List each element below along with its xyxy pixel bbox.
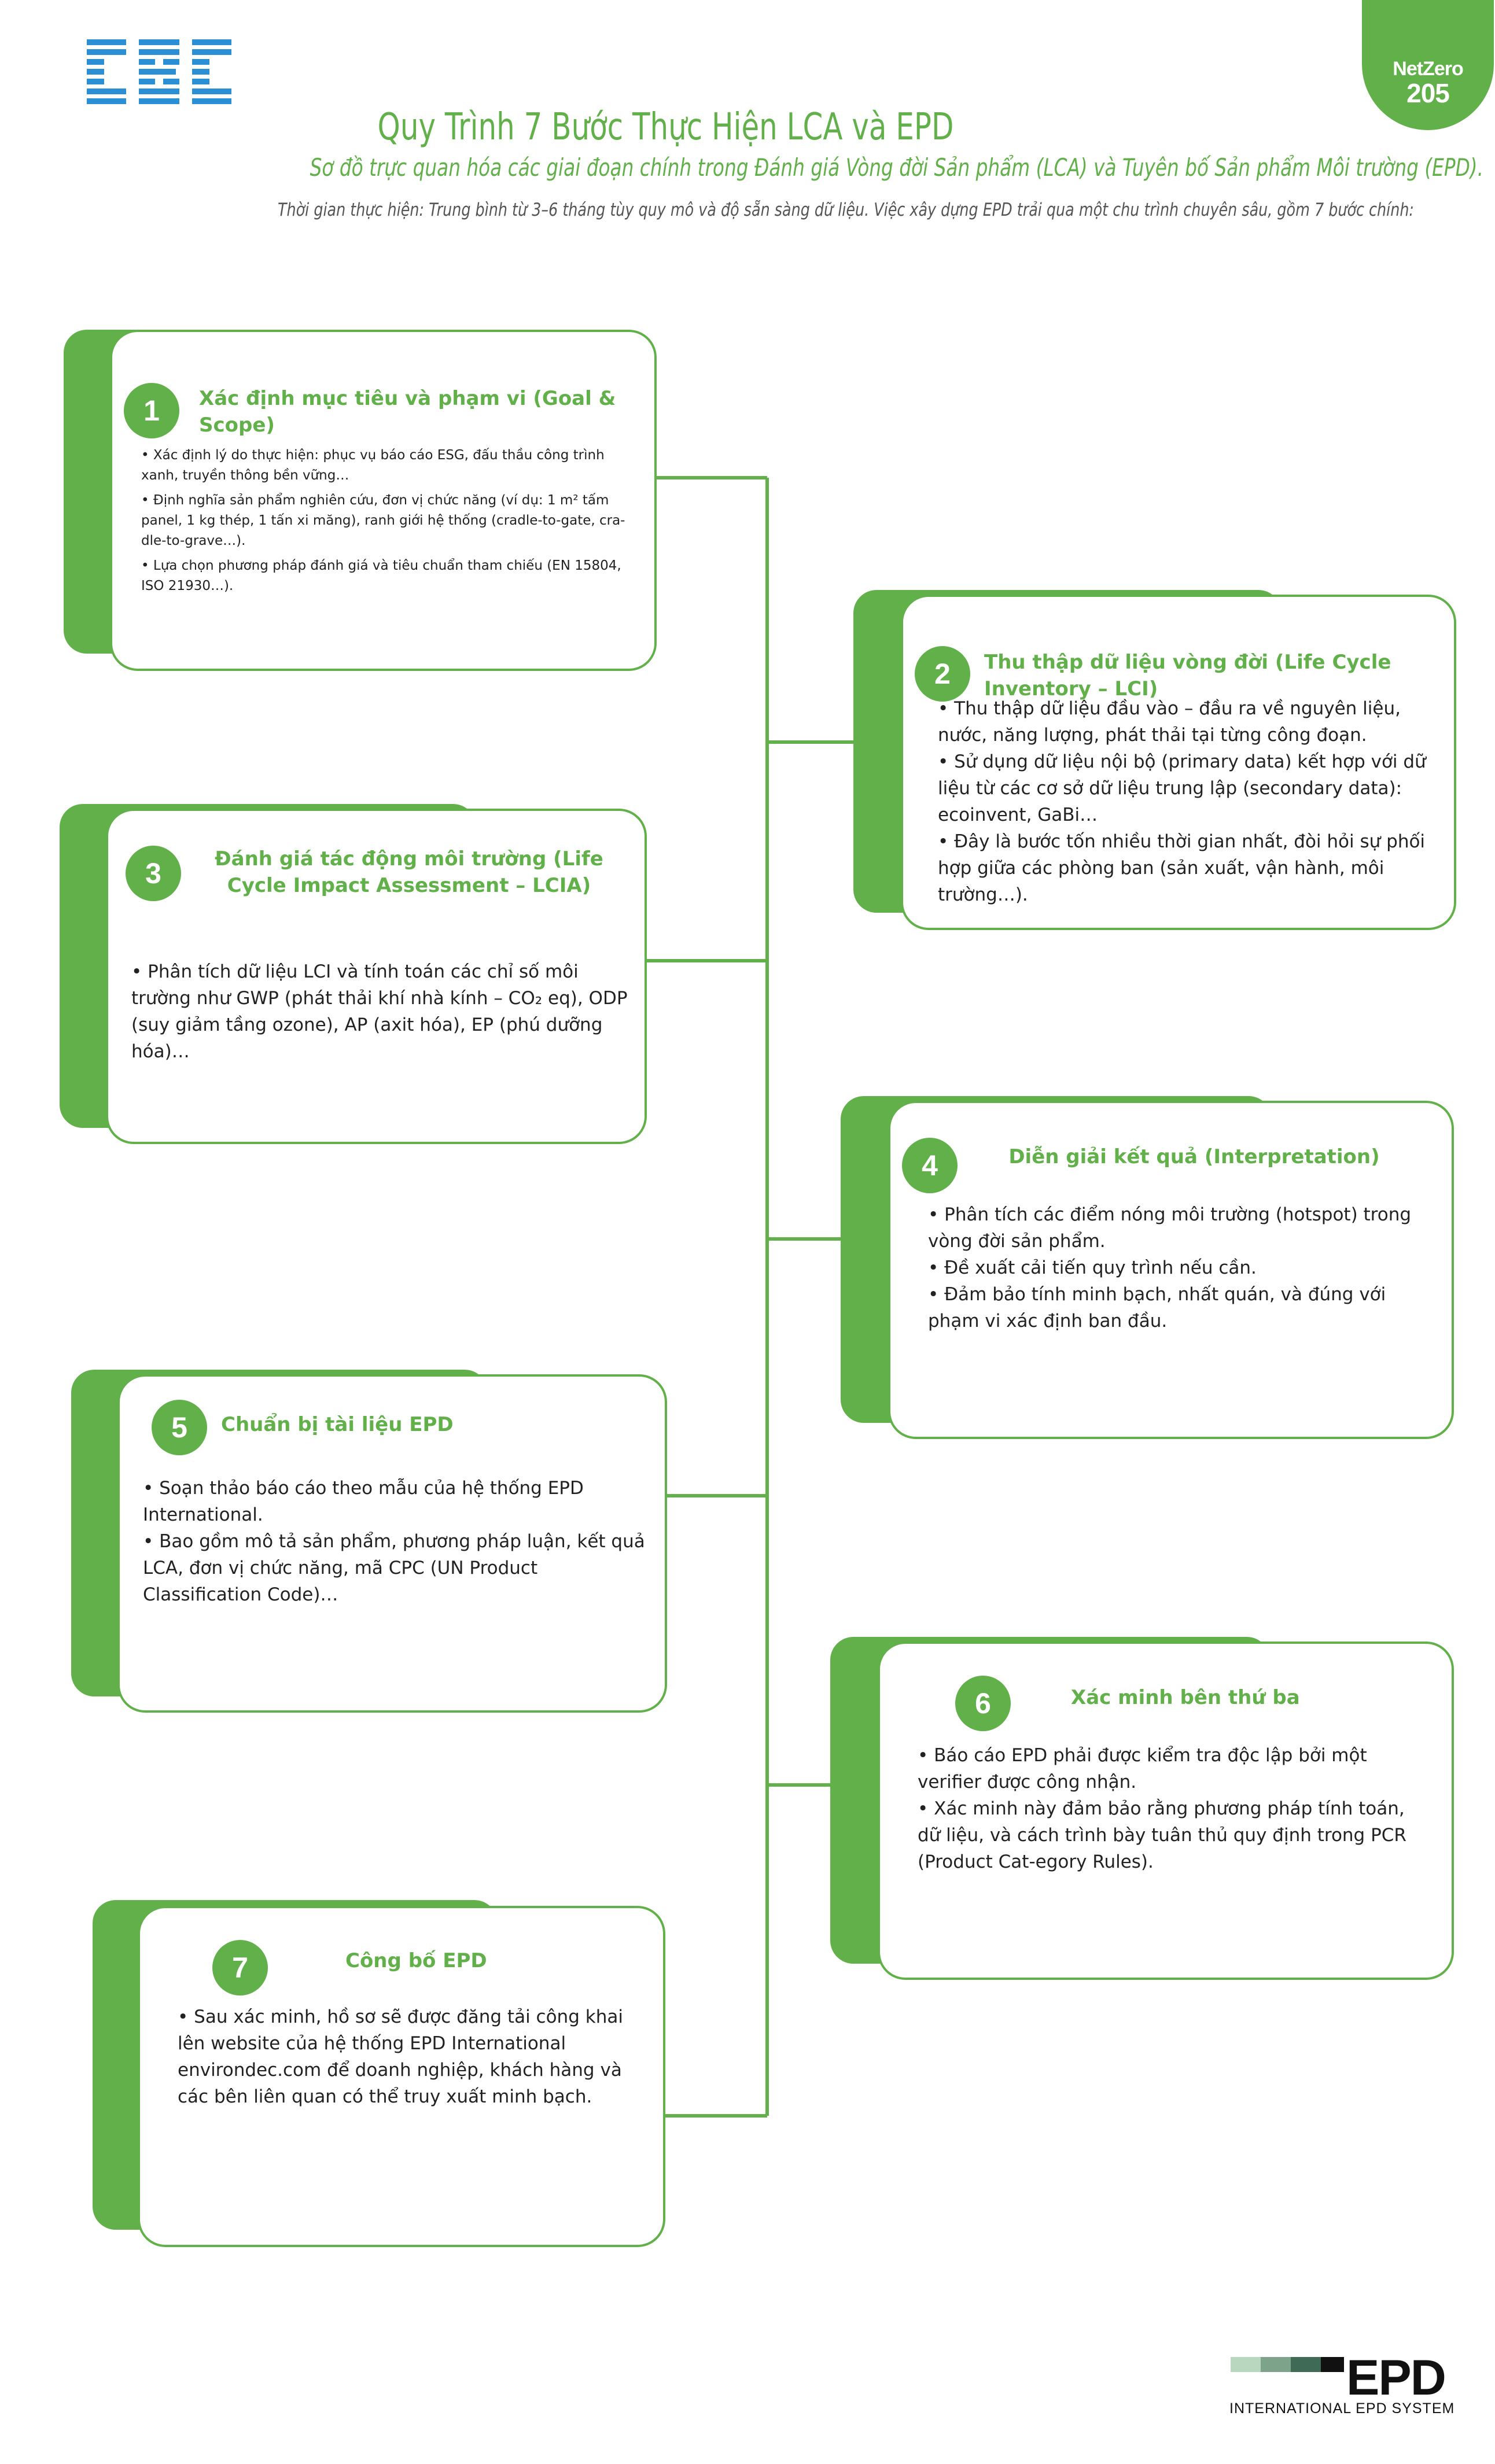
step-card-body: [888, 1101, 1454, 1439]
step-bullet: • Sử dụng dữ liệu nội bộ (primary data) kết hợp với dữ liệu từ các cơ sở dữ liệu trung lập (secondary data): ecoinvent, GaBi…: [938, 751, 1426, 825]
step-card-body: [138, 1906, 665, 2247]
step-card-4: [841, 1096, 1454, 1440]
step-title: Xác minh bên thứ ba: [1071, 1686, 1300, 1709]
epd-logo-caption: INTERNATIONAL EPD SYSTEM: [1229, 2400, 1455, 2417]
step-bullet: • Bao gồm mô tả sản phẩm, phương pháp luận, kết quả LCA, đơn vị chức năng, mã CPC (UN Product Classification Code)…: [143, 1531, 645, 1605]
step-number-badge: 5: [152, 1400, 207, 1455]
step-number-badge: 1: [124, 383, 179, 438]
step-title: Chuẩn bị tài liệu EPD: [221, 1413, 454, 1436]
step-card-body: [901, 595, 1456, 930]
step-bullet: • Phân tích các điểm nóng môi trường (hotspot) trong vòng đời sản phẩm.: [928, 1204, 1412, 1252]
step-description: [928, 1201, 1426, 1334]
step-card-1: [64, 330, 657, 671]
epd-bar: [1231, 2357, 1264, 2372]
step-bullet: • Xác minh này đảm bảo rằng phương pháp tính toán, dữ liệu, và cách trình bày tuân thủ quy định trong PCR (Product Cat-egory Rules).: [918, 1798, 1406, 1872]
step-card-2: [853, 590, 1456, 930]
step-bullet: • Đề xuất cải tiến quy trình nếu cần.: [928, 1257, 1257, 1278]
step-description: [918, 1742, 1427, 1875]
step-title: Thu thập dữ liệu vòng đời (Life Cycle Inventory – LCI): [984, 651, 1391, 700]
step-number-badge: 4: [902, 1138, 958, 1193]
step-title: Công bố EPD: [345, 1949, 487, 1972]
step-card-6: [830, 1637, 1454, 1981]
step-number-badge: 7: [212, 1940, 268, 1995]
page-subtitle: Sơ đồ trực quan hóa các giai đoạn chính trong Đánh giá Vòng đời Sản phẩm (LCA) và Tuyên bố Sản phẩm Môi trường (EPD).: [310, 153, 1483, 182]
step-card-body: [878, 1642, 1454, 1980]
step-description: [143, 1475, 652, 1608]
step-description: [131, 958, 629, 1069]
step-card-body: [117, 1374, 667, 1713]
step-bullet: • Báo cáo EPD phải được kiểm tra độc lập bởi một verifier được công nhận.: [918, 1745, 1367, 1792]
step-description: [178, 2004, 652, 2115]
step-bullet: • Lựa chọn phương pháp đánh giá và tiêu chuẩn tham chiếu (EN 15804, ISO 21930…).: [141, 558, 621, 593]
badge-netzero-text: NetZero: [1393, 58, 1463, 80]
step-bullet: • Đây là bước tốn nhiều thời gian nhất, đòi hỏi sự phối hợp giữa các phòng ban (sản xuất, vận hành, môi trường…).: [938, 831, 1426, 905]
step-bullet: • Phân tích dữ liệu LCI và tính toán các chỉ số môi trường như GWP (phát thải khí nhà kính – CO₂ eq), ODP (suy giảm tầng ozone), AP (axit hóa), EP (phú dưỡng hóa)…: [131, 961, 628, 1062]
step-card-7: [93, 1900, 665, 2247]
badge-year-text: 205: [1406, 78, 1449, 108]
step-card-body: [110, 330, 657, 671]
page-title: Quy Trình 7 Bước Thực Hiện LCA và EPD: [377, 106, 954, 149]
step-number-badge: 6: [955, 1676, 1011, 1731]
step-description: [141, 445, 633, 601]
step-number-badge: 2: [915, 646, 970, 702]
epd-logo-text: EPD: [1346, 2350, 1445, 2406]
step-description: [938, 695, 1430, 908]
epd-bar: [1321, 2357, 1344, 2372]
step-bullet: • Đảm bảo tính minh bạch, nhất quán, và đúng với phạm vi xác định ban đầu.: [928, 1284, 1386, 1331]
step-card-5: [71, 1370, 667, 1714]
step-bullet: • Soạn thảo báo cáo theo mẫu của hệ thống EPD International.: [143, 1478, 584, 1525]
step-bullet: • Sau xác minh, hồ sơ sẽ được đăng tải công khai lên website của hệ thống EPD International environdec.com để doanh nghiệp, khách hàng và các bên liên quan có thể truy xuất minh bạch.: [178, 2006, 623, 2107]
step-card-body: [106, 809, 647, 1144]
step-bullet: • Thu thập dữ liệu đầu vào – đầu ra về nguyên liệu, nước, năng lượng, phát thải tại từng công đoạn.: [938, 698, 1401, 746]
step-bullet: • Định nghĩa sản phẩm nghiên cứu, đơn vị chức năng (ví dụ: 1 m² tấm panel, 1 kg thép, 1 tấn xi măng), ranh giới hệ thống (cradle-to-gate, cra-dle-to-grave…).: [141, 493, 625, 548]
epd-bar: [1291, 2357, 1324, 2372]
duration-note: Thời gian thực hiện: Trung bình từ 3–6 tháng tùy quy mô và độ sẵn sàng dữ liệu. Việc xây dựng EPD trải qua một chu trình chuyên sâu, gồm 7 bước chính:: [277, 200, 1415, 220]
step-title: Đánh giá tác động môi trường (Life Cycle Impact Assessment – LCIA): [215, 847, 603, 897]
step-card-3: [60, 804, 647, 1145]
step-title: Diễn giải kết quả (Interpretation): [1008, 1145, 1380, 1168]
step-number-badge: 3: [126, 846, 181, 901]
step-bullet: • Xác định lý do thực hiện: phục vụ báo cáo ESG, đấu thầu công trình xanh, truyền thông bền vững…: [141, 448, 605, 483]
epd-bar: [1261, 2357, 1294, 2372]
step-title: Xác định mục tiêu và phạm vi (Goal & Scope): [199, 387, 616, 437]
